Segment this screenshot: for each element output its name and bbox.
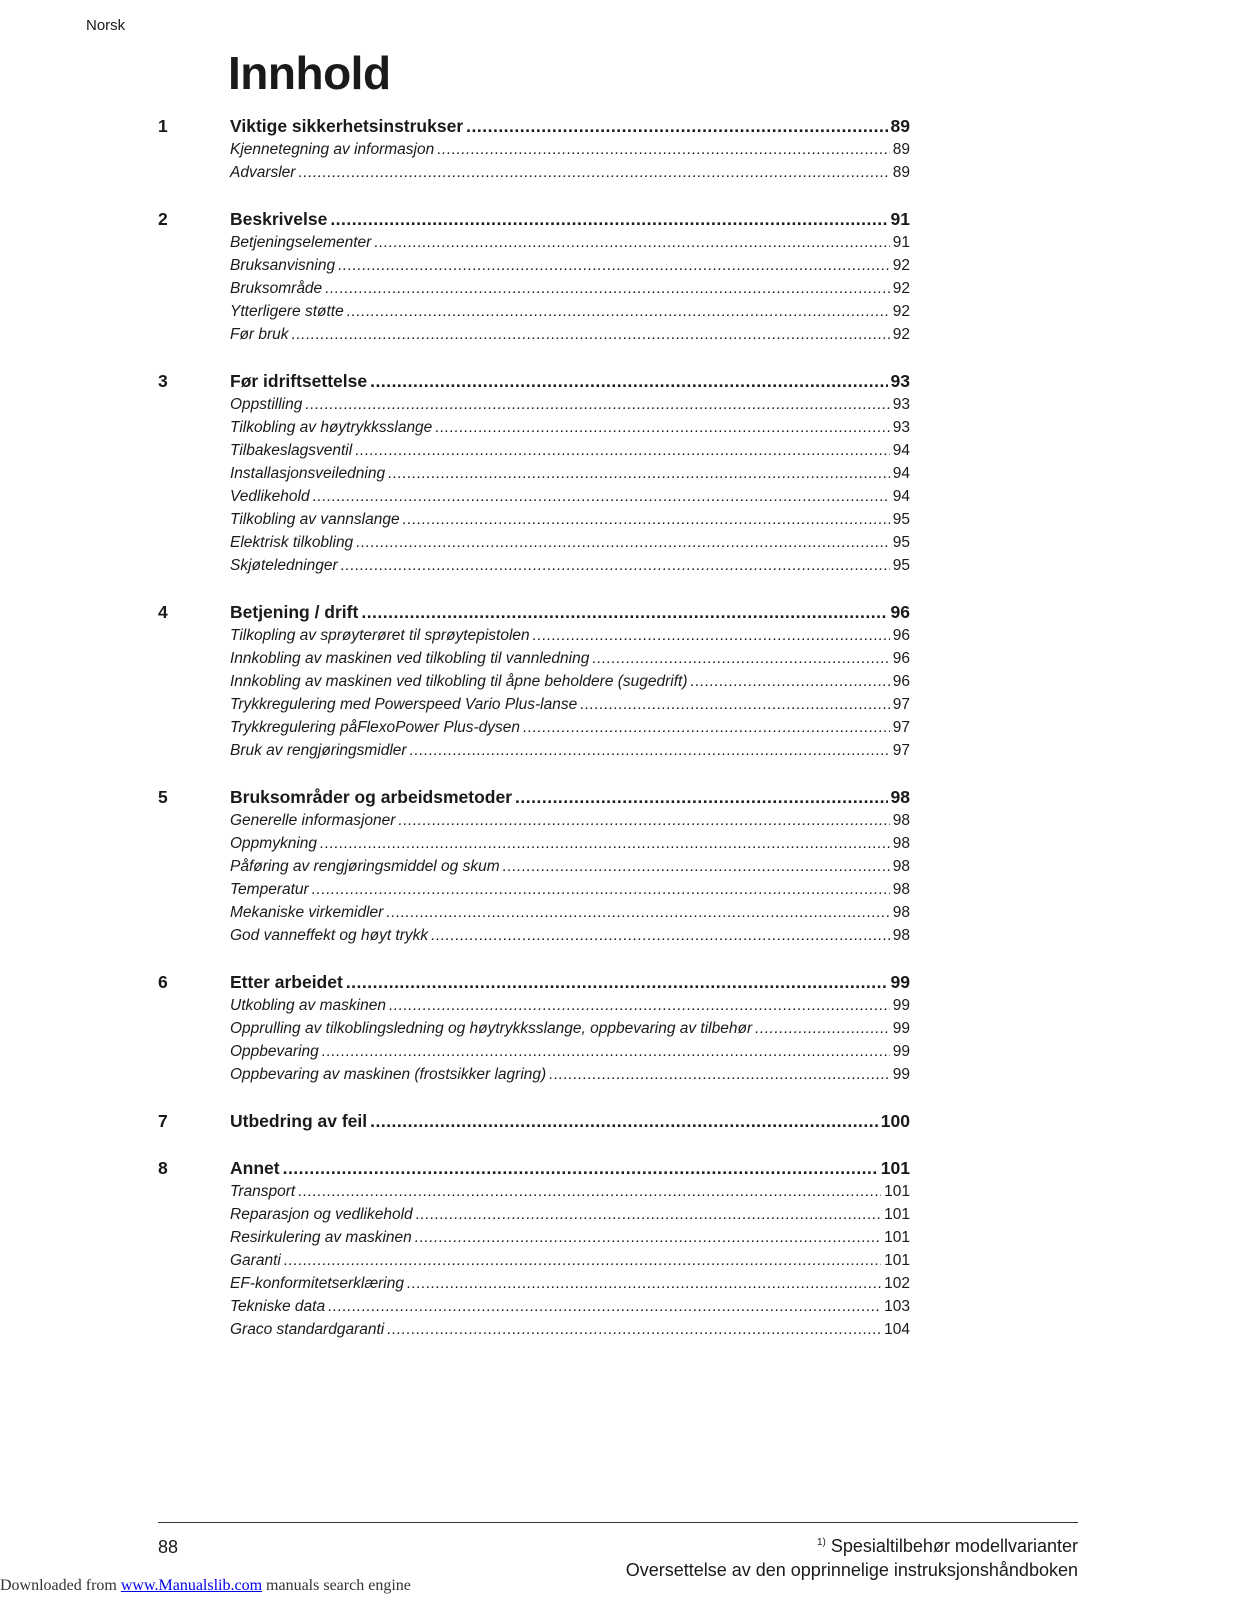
table-of-contents xyxy=(158,116,910,1366)
chapter-number: 1 xyxy=(158,116,168,136)
section-title: Før bruk xyxy=(230,326,289,343)
dot-leader xyxy=(313,488,890,506)
section-title: Tilkobling av vannslange xyxy=(230,511,400,528)
section-page: 92 xyxy=(892,280,910,297)
section-title: Ytterligere støtte xyxy=(230,303,344,320)
toc-section-entry[interactable] xyxy=(158,1066,910,1089)
section-page: 101 xyxy=(884,1229,910,1246)
toc-section-entry[interactable] xyxy=(158,1183,910,1206)
dot-leader xyxy=(549,1066,890,1084)
section-page: 95 xyxy=(892,511,910,528)
section-title: EF-konformitetserklæring xyxy=(230,1275,404,1292)
toc-section-entry[interactable] xyxy=(158,927,910,950)
section-title: Bruk av rengjøringsmidler xyxy=(230,742,407,759)
section-page: 94 xyxy=(892,465,910,482)
toc-chapter-entry[interactable] xyxy=(158,1158,910,1183)
toc-section-entry[interactable] xyxy=(158,280,910,303)
toc-chapter-entry[interactable] xyxy=(158,602,910,627)
section-page: 91 xyxy=(892,234,910,251)
dot-leader xyxy=(592,650,889,668)
toc-section-entry[interactable] xyxy=(158,742,910,765)
section-page: 99 xyxy=(892,1020,910,1037)
dot-leader xyxy=(320,835,890,853)
toc-chapter-entry[interactable] xyxy=(158,787,910,812)
section-page: 93 xyxy=(892,396,910,413)
chapter-title: Viktige sikkerhetsinstrukser xyxy=(230,116,464,136)
dot-leader xyxy=(283,1158,878,1179)
toc-chapter xyxy=(158,602,910,765)
section-title: Oppbevaring xyxy=(230,1043,319,1060)
section-title: Tilkopling av sprøyterøret til sprøytepistolen xyxy=(230,627,530,644)
dot-leader xyxy=(389,997,890,1015)
dot-leader xyxy=(386,904,889,922)
toc-section-entry[interactable] xyxy=(158,303,910,326)
section-title: Opprulling av tilkoblingsledning og høytrykksslange, oppbevaring av tilbehør xyxy=(230,1020,753,1037)
chapter-page: 96 xyxy=(890,602,910,622)
footnote-text: Spesialtilbehør modellvarianter xyxy=(830,1536,1078,1556)
toc-chapter xyxy=(158,116,910,187)
dot-leader xyxy=(305,396,889,414)
toc-section-entry[interactable] xyxy=(158,1298,910,1321)
page-number: 88 xyxy=(158,1537,179,1557)
toc-chapter xyxy=(158,371,910,580)
toc-section-entry[interactable] xyxy=(158,858,910,881)
section-page: 103 xyxy=(884,1298,910,1315)
language-label: Norsk xyxy=(86,17,126,34)
section-page: 96 xyxy=(892,673,910,690)
section-page: 92 xyxy=(892,257,910,274)
section-title: Garanti xyxy=(230,1252,281,1269)
dot-leader xyxy=(370,1111,878,1132)
dot-leader xyxy=(503,858,890,876)
toc-section-entry[interactable] xyxy=(158,326,910,349)
section-page: 98 xyxy=(892,835,910,852)
chapter-title: Annet xyxy=(230,1158,280,1178)
chapter-number: 4 xyxy=(158,602,168,622)
chapter-number: 6 xyxy=(158,972,168,992)
toc-section-entry[interactable] xyxy=(158,673,910,696)
section-title: Innkobling av maskinen ved tilkobling til åpne beholdere (sugedrift) xyxy=(230,673,688,690)
section-title: Innkobling av maskinen ved tilkobling til vannledning xyxy=(230,650,590,667)
section-page: 101 xyxy=(884,1206,910,1223)
toc-section-entry[interactable] xyxy=(158,257,910,280)
dot-leader xyxy=(388,465,890,483)
toc-section-entry[interactable] xyxy=(158,1321,910,1344)
section-page: 98 xyxy=(892,812,910,829)
section-title: Trykkregulering med Powerspeed Vario Plus-lanse xyxy=(230,696,578,713)
toc-chapter-entry[interactable] xyxy=(158,972,910,997)
dot-leader xyxy=(322,1043,890,1061)
section-page: 96 xyxy=(892,627,910,644)
page-title: Innhold xyxy=(228,47,391,99)
section-title: Generelle informasjoner xyxy=(230,812,396,829)
section-page: 92 xyxy=(892,326,910,343)
section-page: 98 xyxy=(892,927,910,944)
dot-leader xyxy=(403,511,890,529)
translation-note: Oversettelse av den opprinnelige instruksjonshåndboken xyxy=(625,1560,1078,1580)
dot-leader xyxy=(341,557,890,575)
toc-section-entry[interactable] xyxy=(158,419,910,442)
dot-leader xyxy=(361,602,887,623)
section-page: 97 xyxy=(892,742,910,759)
chapter-page: 100 xyxy=(880,1111,910,1131)
download-bar xyxy=(0,1577,411,1595)
toc-section-entry[interactable] xyxy=(158,1252,910,1275)
dot-leader xyxy=(356,534,890,552)
chapter-page: 91 xyxy=(890,209,910,229)
toc-section-entry[interactable] xyxy=(158,997,910,1020)
footnote xyxy=(817,1536,1078,1557)
toc-chapter xyxy=(158,1111,910,1136)
dot-leader xyxy=(431,927,890,945)
toc-section-entry[interactable] xyxy=(158,696,910,719)
toc-section-entry[interactable] xyxy=(158,812,910,835)
dot-leader xyxy=(298,1183,881,1201)
chapter-number: 3 xyxy=(158,371,168,391)
dot-leader xyxy=(312,881,890,899)
section-page: 95 xyxy=(892,534,910,551)
toc-section-entry[interactable] xyxy=(158,465,910,488)
section-page: 94 xyxy=(892,442,910,459)
toc-chapter-entry[interactable] xyxy=(158,209,910,234)
section-title: Skjøteledninger xyxy=(230,557,338,574)
dot-leader xyxy=(284,1252,881,1270)
toc-chapter xyxy=(158,1158,910,1344)
dot-leader xyxy=(387,1321,881,1339)
footer-divider xyxy=(158,1522,1078,1523)
section-title: Transport xyxy=(230,1183,296,1200)
section-title: Bruksanvisning xyxy=(230,257,336,274)
section-page: 92 xyxy=(892,303,910,320)
dot-leader xyxy=(292,326,890,344)
dot-leader xyxy=(415,1229,881,1247)
section-page: 98 xyxy=(892,858,910,875)
section-title: Installasjonsveiledning xyxy=(230,465,386,482)
section-title: Oppstilling xyxy=(230,396,303,413)
footnote-mark: 1) xyxy=(816,1537,826,1548)
chapter-page: 89 xyxy=(890,116,910,136)
section-page: 93 xyxy=(892,419,910,436)
dot-leader xyxy=(325,280,890,298)
chapter-title: Bruksområder og arbeidsmetoder xyxy=(230,787,513,807)
dot-leader xyxy=(523,719,890,737)
dot-leader xyxy=(580,696,890,714)
toc-section-entry[interactable] xyxy=(158,835,910,858)
section-title: Tilbakeslagsventil xyxy=(230,442,353,459)
download-suffix: manuals search engine xyxy=(266,1577,411,1594)
manualslib-link[interactable]: www.Manualslib.com xyxy=(120,1577,263,1594)
section-title: Oppbevaring av maskinen (frostsikker lagring) xyxy=(230,1066,547,1083)
dot-leader xyxy=(298,164,889,182)
chapter-page: 99 xyxy=(890,972,910,992)
toc-section-entry[interactable] xyxy=(158,141,910,164)
dot-leader xyxy=(338,257,890,275)
toc-chapter-entry[interactable] xyxy=(158,116,910,141)
section-title: Elektrisk tilkobling xyxy=(230,534,354,551)
section-title: Reparasjon og vedlikehold xyxy=(230,1206,413,1223)
toc-section-entry[interactable] xyxy=(158,1229,910,1252)
dot-leader xyxy=(435,419,889,437)
section-page: 97 xyxy=(892,696,910,713)
toc-chapter xyxy=(158,972,910,1089)
dot-leader xyxy=(370,371,887,392)
dot-leader xyxy=(466,116,887,137)
chapter-page: 98 xyxy=(890,787,910,807)
section-title: Advarsler xyxy=(230,164,296,181)
toc-section-entry[interactable] xyxy=(158,557,910,580)
toc-section-entry[interactable] xyxy=(158,164,910,187)
toc-chapter-entry[interactable] xyxy=(158,371,910,396)
dot-leader xyxy=(328,1298,881,1316)
chapter-title: Før idriftsettelse xyxy=(230,371,368,391)
dot-leader xyxy=(346,972,888,993)
chapter-title: Beskrivelse xyxy=(230,209,328,229)
download-prefix: Downloaded from xyxy=(0,1577,117,1594)
section-title: Betjeningselementer xyxy=(230,234,372,251)
chapter-title: Etter arbeidet xyxy=(230,972,343,992)
toc-chapter-entry[interactable] xyxy=(158,1111,910,1136)
chapter-page: 93 xyxy=(890,371,910,391)
section-page: 99 xyxy=(892,1043,910,1060)
toc-section-entry[interactable] xyxy=(158,627,910,650)
section-page: 95 xyxy=(892,557,910,574)
section-title: Trykkregulering påFlexoPower Plus-dysen xyxy=(230,719,521,736)
dot-leader xyxy=(410,742,890,760)
section-page: 101 xyxy=(884,1252,910,1269)
toc-section-entry[interactable] xyxy=(158,442,910,465)
section-page: 98 xyxy=(892,904,910,921)
section-title: Utkobling av maskinen xyxy=(230,997,386,1014)
toc-chapter xyxy=(158,787,910,950)
section-title: Vedlikehold xyxy=(230,488,310,505)
section-page: 101 xyxy=(884,1183,910,1200)
section-title: God vanneffekt og høyt trykk xyxy=(230,927,429,944)
toc-section-entry[interactable] xyxy=(158,1043,910,1066)
section-title: Oppmykning xyxy=(230,835,318,852)
dot-leader xyxy=(330,209,887,230)
chapter-number: 8 xyxy=(158,1158,168,1178)
dot-leader xyxy=(416,1206,881,1224)
dot-leader xyxy=(533,627,890,645)
section-page: 99 xyxy=(892,997,910,1014)
section-page: 89 xyxy=(892,141,910,158)
dot-leader xyxy=(437,141,890,159)
toc-chapter xyxy=(158,209,910,349)
toc-section-entry[interactable] xyxy=(158,881,910,904)
toc-section-entry[interactable] xyxy=(158,534,910,557)
section-page: 96 xyxy=(892,650,910,667)
dot-leader xyxy=(691,673,890,691)
toc-section-entry[interactable] xyxy=(158,1275,910,1298)
section-page: 94 xyxy=(892,488,910,505)
toc-section-entry[interactable] xyxy=(158,396,910,419)
section-title: Resirkulering av maskinen xyxy=(230,1229,412,1246)
dot-leader xyxy=(398,812,889,830)
section-page: 102 xyxy=(884,1275,910,1292)
section-page: 104 xyxy=(884,1321,910,1338)
chapter-title: Utbedring av feil xyxy=(230,1111,368,1131)
dot-leader xyxy=(355,442,890,460)
section-page: 99 xyxy=(892,1066,910,1083)
chapter-number: 5 xyxy=(158,787,168,807)
section-title: Kjennetegning av informasjon xyxy=(230,141,435,158)
toc-section-entry[interactable] xyxy=(158,488,910,511)
dot-leader xyxy=(755,1020,890,1038)
dot-leader xyxy=(407,1275,881,1293)
chapter-number: 2 xyxy=(158,209,168,229)
section-page: 97 xyxy=(892,719,910,736)
section-page: 98 xyxy=(892,881,910,898)
dot-leader xyxy=(374,234,889,252)
section-title: Påføring av rengjøringsmiddel og skum xyxy=(230,858,500,875)
toc-section-entry[interactable] xyxy=(158,1206,910,1229)
section-title: Mekaniske virkemidler xyxy=(230,904,384,921)
toc-section-entry[interactable] xyxy=(158,511,910,534)
chapter-title: Betjening / drift xyxy=(230,602,359,622)
section-page: 89 xyxy=(892,164,910,181)
chapter-page: 101 xyxy=(880,1158,910,1178)
toc-section-entry[interactable] xyxy=(158,650,910,673)
toc-section-entry[interactable] xyxy=(158,904,910,927)
section-title: Bruksområde xyxy=(230,280,323,297)
dot-leader xyxy=(515,787,888,808)
dot-leader xyxy=(347,303,890,321)
section-title: Graco standardgaranti xyxy=(230,1321,385,1338)
section-title: Tilkobling av høytrykksslange xyxy=(230,419,433,436)
toc-section-entry[interactable] xyxy=(158,719,910,742)
toc-section-entry[interactable] xyxy=(158,234,910,257)
section-title: Temperatur xyxy=(230,881,309,898)
toc-section-entry[interactable] xyxy=(158,1020,910,1043)
section-title: Tekniske data xyxy=(230,1298,326,1315)
chapter-number: 7 xyxy=(158,1111,168,1131)
